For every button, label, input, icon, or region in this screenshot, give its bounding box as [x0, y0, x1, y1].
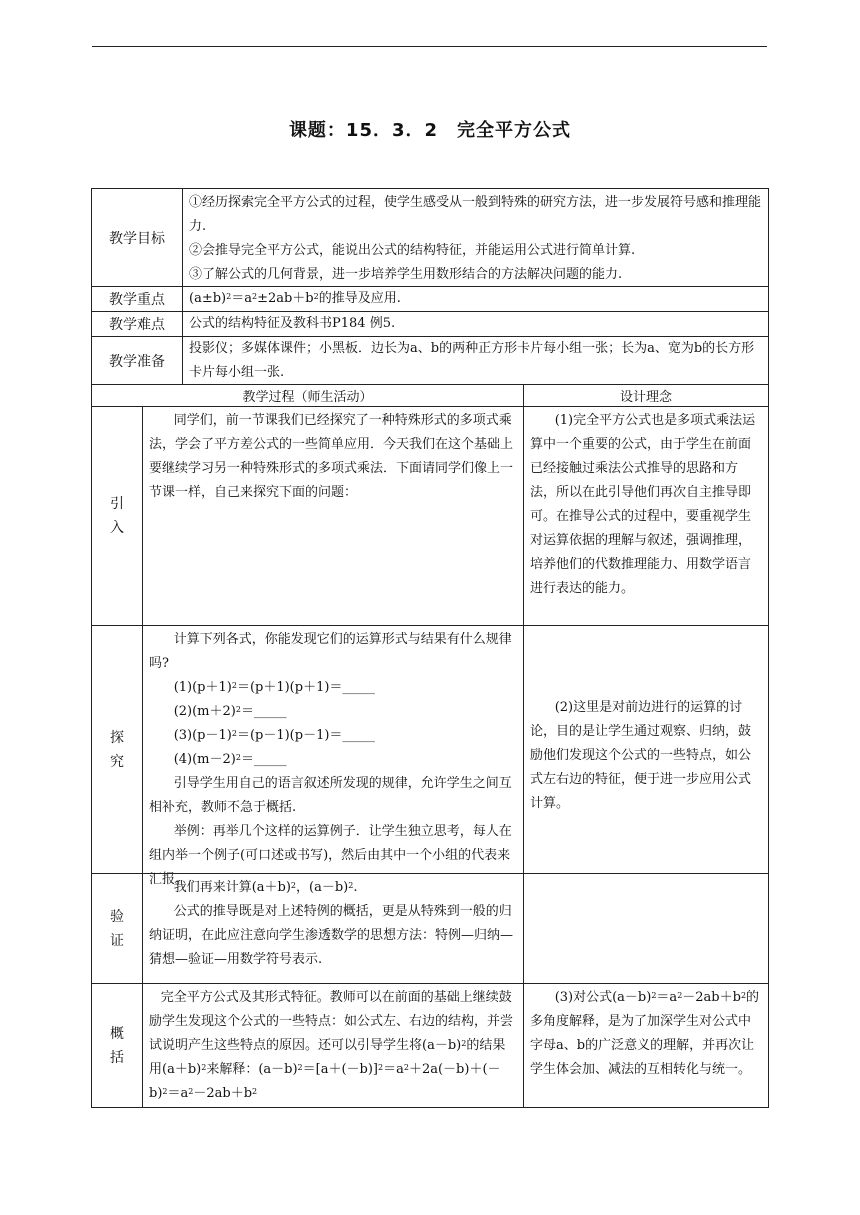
summary-text: ＝a	[167, 1086, 189, 1101]
page-title: 课题：15．3．2 完全平方公式	[288, 120, 572, 141]
difficult-content: 公式的结构特征及教科书P184 例5.	[182, 312, 768, 336]
summary-sup: 2	[162, 1087, 168, 1096]
summary-sup: 2	[461, 1039, 467, 1048]
key-sup: 2	[313, 292, 319, 301]
eq-text: ＝_____	[240, 752, 287, 767]
process-header: 教学过程（师生活动）	[242, 390, 373, 405]
key-sup: 2	[226, 292, 232, 301]
key-label: 教学重点	[109, 292, 165, 308]
key-row	[91, 286, 769, 311]
verify-label	[92, 874, 142, 983]
summary-idea-text: 的多角度解释，是为了加深学生对公式中字母a、b的广泛意义的理解，并再次让学生体会加、减法的互相转化与统一。	[530, 990, 760, 1077]
goals-line-1: ①经历探索完全平方公式的过程，使学生感受从一般到特殊的研究方法，进一步发展符号感和推理能力.	[189, 195, 762, 234]
summary-sup: 2	[740, 991, 747, 1000]
eq-text: (4)(m－2)	[173, 752, 236, 767]
explore-row	[91, 625, 769, 887]
eq-text: (3)(p－1)	[173, 728, 232, 743]
summary-label	[92, 984, 142, 1107]
summary-text: 完全平方公式及其形式特征。教师可以在前面的基础上继续鼓励学生发现这个公式的一些特点：如公式左、右边的结构，并尝试说明产生这些特点的原因。还可以引导学生将(a－b)	[149, 990, 514, 1053]
summary-label-1: 概	[110, 1025, 124, 1042]
intro-label-1: 引	[110, 496, 124, 512]
eq-text: ＝(p＋1)(p＋1)＝_____	[236, 680, 375, 695]
summary-sup: 2	[677, 991, 683, 1000]
key-text: ±2ab＋b	[257, 291, 314, 306]
summary-text: ＝a	[383, 1062, 404, 1077]
table-bottom-rule	[91, 1107, 769, 1108]
goals-line-2: ②会推导完全平方公式，能说出公式的结构特征，并能运用公式进行简单计算.	[189, 243, 636, 258]
summary-sup: 2	[252, 1087, 258, 1096]
explore-idea: (2)这里是对前边进行的运算的讨论，目的是让学生通过观察、归纳，鼓励他们发现这个公式的一些特点，如公式左右边的特征，便于进一步应用公式计算。	[523, 626, 768, 873]
summary-idea-text: ＝a	[656, 990, 678, 1005]
intro-idea: (1)完全平方公式也是多项式乘法运算中一个重要的公式，由于学生在前面已经接触过乘法公式推导的思路和方法，所以在此引导他们再次自主推导即可。在推导公式的过程中，要重视学生对运算依据的理解与叙述，强调推理，培养他们的代数推理能力、用数学语言进行表达的能力。	[523, 407, 768, 625]
summary-text: 来解释：(a－b)	[206, 1062, 298, 1077]
summary-sup: 2	[378, 1063, 384, 1072]
summary-text: ＝[a＋(－b)]	[302, 1062, 378, 1077]
explore-label-1: 探	[110, 729, 124, 746]
key-text: ＝a	[231, 291, 252, 306]
summary-sup: 2	[188, 1087, 194, 1096]
explore-eq-3	[149, 724, 517, 748]
explore-p2: 引导学生用自己的语言叙述所发现的规律，允许学生之间互相补充，教师不急于概括.	[149, 776, 512, 815]
prep-label: 教学准备	[109, 353, 165, 370]
explore-label	[92, 626, 142, 873]
eq-sup: 2	[231, 729, 237, 738]
intro-label	[92, 407, 142, 625]
summary-idea-text: (3)对公式(a－b)	[554, 990, 652, 1005]
verify-idea	[523, 874, 768, 983]
summary-text: 的结果用(a＋b)	[149, 1038, 506, 1077]
verify-content	[142, 874, 523, 983]
goals-label: 教学目标	[109, 230, 165, 247]
summary-idea	[523, 984, 768, 1107]
goals-content	[182, 189, 768, 286]
explore-eq-4	[149, 748, 517, 772]
summary-label-2: 括	[110, 1049, 124, 1066]
prep-content: 投影仪；多媒体课件；小黑板．边长为a、b的两种正方形卡片每小组一张；长为a、宽为b的长方形卡片每小组一张.	[182, 337, 768, 384]
difficult-label: 教学难点	[109, 317, 165, 333]
summary-text: －2ab＋b	[193, 1086, 253, 1101]
summary-text: ＋2a(－b)＋(－b)	[149, 1062, 501, 1101]
summary-row	[91, 983, 769, 1107]
key-content	[182, 287, 768, 311]
key-sup: 2	[251, 292, 258, 301]
header-rule	[92, 46, 767, 47]
eq-sup: 2	[235, 753, 241, 762]
summary-sup: 2	[201, 1063, 207, 1072]
verify-row	[91, 873, 769, 983]
goals-row	[91, 188, 769, 286]
explore-content	[142, 626, 523, 887]
verify-sup: 2	[290, 881, 296, 890]
intro-content: 同学们，前一节课我们已经探究了一种特殊形式的多项式乘法，学会了平方差公式的一些简单应用．今天我们在这个基础上要继续学习另一种特殊形式的多项式乘法．下面请同学们像上一节课一样，自己来探究下面的问题：	[142, 407, 523, 625]
goals-line-3: ③了解公式的几何背景，进一步培养学生用数形结合的方法解决问题的能力.	[189, 267, 623, 282]
explore-eq-1	[149, 676, 517, 700]
eq-sup: 2	[235, 705, 241, 714]
prep-row	[91, 336, 769, 384]
difficult-row	[91, 311, 769, 336]
verify-text: 我们再来计算(a＋b)	[173, 880, 291, 895]
eq-text: ＝(p－1)(p－1)＝_____	[236, 728, 375, 743]
intro-label-2: 入	[110, 520, 124, 536]
eq-text: (2)(m＋2)	[173, 704, 236, 719]
eq-text: ＝_____	[240, 704, 287, 719]
verify-p1	[149, 876, 517, 900]
summary-content	[142, 984, 523, 1107]
verify-label-1: 验	[110, 908, 124, 925]
summary-sup: 2	[297, 1063, 303, 1072]
explore-label-2: 究	[110, 753, 124, 770]
summary-sup: 2	[403, 1063, 409, 1072]
summary-idea-text: －2ab＋b	[682, 990, 741, 1005]
explore-p3: 举例：再举几个这样的运算例子．让学生独立思考，每人在组内举一个例子(可口述或书写)，然后由其中一个小组的代表来汇报。	[149, 824, 512, 887]
intro-row	[91, 406, 769, 625]
key-text: 的推导及应用.	[318, 291, 401, 306]
summary-sup: 2	[651, 991, 657, 1000]
eq-sup: 2	[231, 681, 237, 690]
key-text: (a±b)	[189, 291, 227, 306]
process-header-row	[91, 384, 769, 406]
verify-label-2: 证	[110, 932, 124, 949]
verify-sup: 2	[348, 881, 354, 890]
explore-lead: 计算下列各式，你能发现它们的运算形式与结果有什么规律吗?	[149, 632, 512, 671]
explore-eq-2	[149, 700, 517, 724]
eq-text: (1)(p＋1)	[173, 680, 232, 695]
verify-p2: 公式的推导既是对上述特例的概括，更是从特殊到一般的归纳证明，在此应注意向学生渗透数学的思想方法：特例—归纳—猜想—验证—用数学符号表示.	[149, 904, 514, 967]
idea-header: 设计理念	[523, 385, 768, 406]
verify-text: .	[353, 880, 358, 895]
verify-text: ，(a－b)	[296, 880, 349, 895]
